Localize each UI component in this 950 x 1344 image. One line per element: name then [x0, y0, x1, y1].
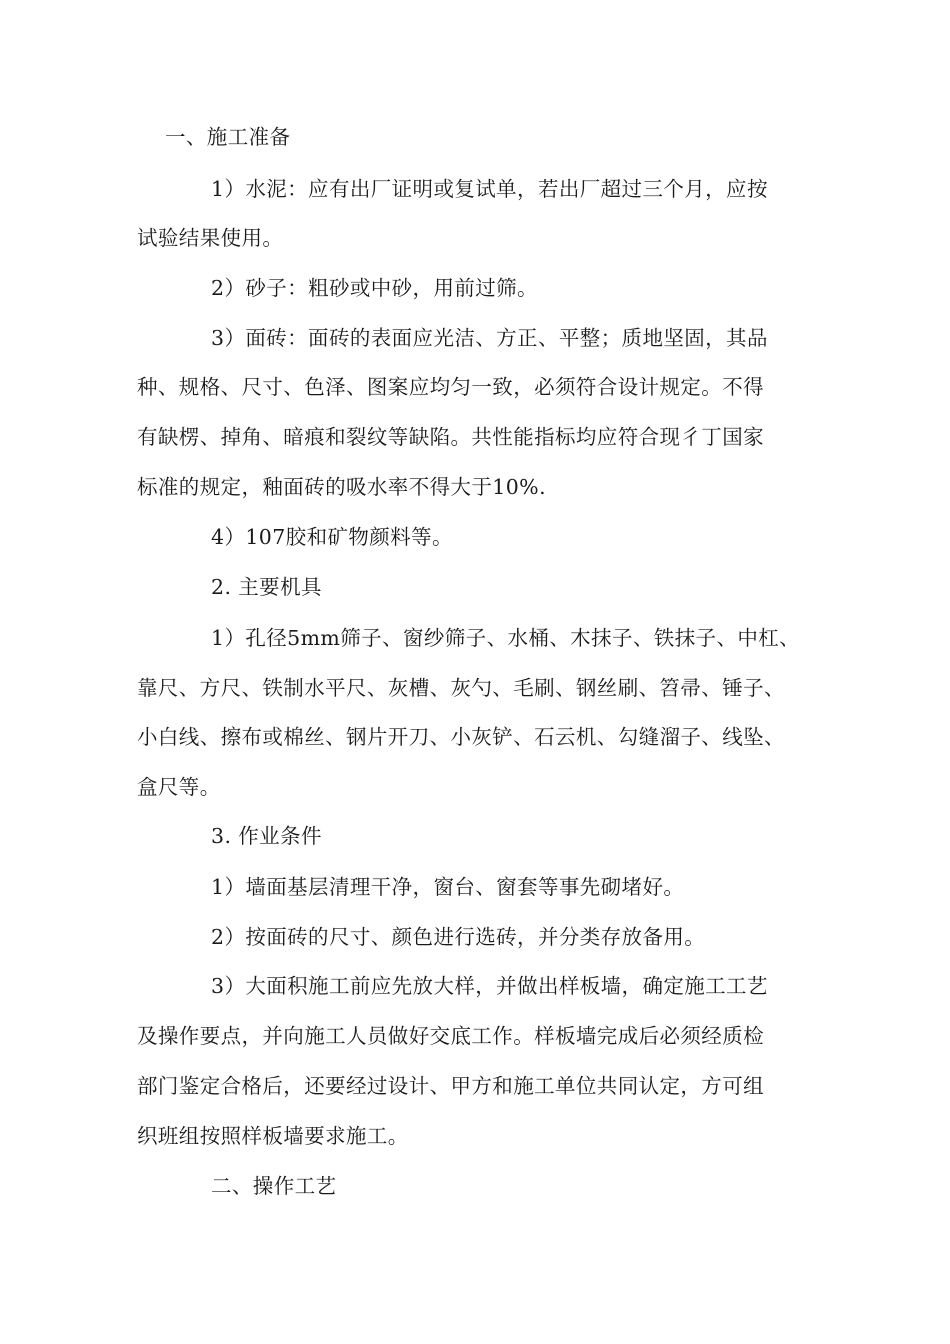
paragraph-tools-line-3: 小白线、擦布或棉丝、钢片开刀、小灰铲、石云机、勾缝溜子、线坠、: [137, 725, 785, 749]
paragraph-sample-wall-line-1: 3）大面积施工前应先放大样，并做出样板墙，确定施工工艺: [211, 974, 768, 998]
paragraph-tools-line-2: 靠尺、方尺、铁制水平尺、灰槽、灰勺、毛刷、钢丝刷、笤帚、锤子、: [137, 676, 785, 700]
paragraph-sample-wall-line-3: 部门鉴定合格后，还要经过设计、甲方和施工单位共同认定，方可组: [137, 1074, 764, 1098]
paragraph-select-tiles: 2）按面砖的尺寸、颜色进行选砖，并分类存放备用。: [211, 925, 706, 949]
section-heading-tools: 2. 主要机具: [211, 575, 322, 599]
paragraph-cement-line-2: 试验结果使用。: [137, 226, 284, 250]
paragraph-tools-line-4: 盒尺等。: [137, 775, 221, 799]
section-heading-preparation: 一、施工准备: [165, 125, 291, 149]
paragraph-sand: 2）砂子：粗砂或中砂，用前过筛。: [211, 276, 538, 300]
paragraph-tile-line-1: 3）面砖：面砖的表面应光洁、方正、平整；质地坚固，其品: [211, 326, 768, 350]
paragraph-sample-wall-line-4: 织班组按照样板墙要求施工。: [137, 1124, 409, 1148]
paragraph-tile-line-3: 有缺楞、掉角、暗痕和裂纹等缺陷。共性能指标均应符合现彳丁国家: [137, 425, 764, 449]
paragraph-sample-wall-line-2: 及操作要点，并向施工人员做好交底工作。样板墙完成后必须经质检: [137, 1024, 764, 1048]
paragraph-tile-line-4: 标准的规定，釉面砖的吸水率不得大于10%.: [137, 475, 546, 499]
paragraph-tile-line-2: 种、规格、尺寸、色泽、图案应均匀一致，必须符合设计规定。不得: [137, 375, 764, 399]
paragraph-glue: 4）107胶和矿物颜料等。: [211, 525, 453, 549]
section-heading-operation: 二、操作工艺: [211, 1174, 337, 1198]
paragraph-wall-base: 1）墙面基层清理干净，窗台、窗套等事先砌堵好。: [211, 875, 685, 899]
section-heading-conditions: 3. 作业条件: [211, 824, 322, 848]
paragraph-cement-line-1: 1）水泥：应有出厂证明或复试单，若出厂超过三个月，应按: [211, 177, 768, 201]
paragraph-tools-line-1: 1）孔径5mm筛子、窗纱筛子、水桶、木抹子、铁抹子、中杠、: [211, 626, 801, 650]
